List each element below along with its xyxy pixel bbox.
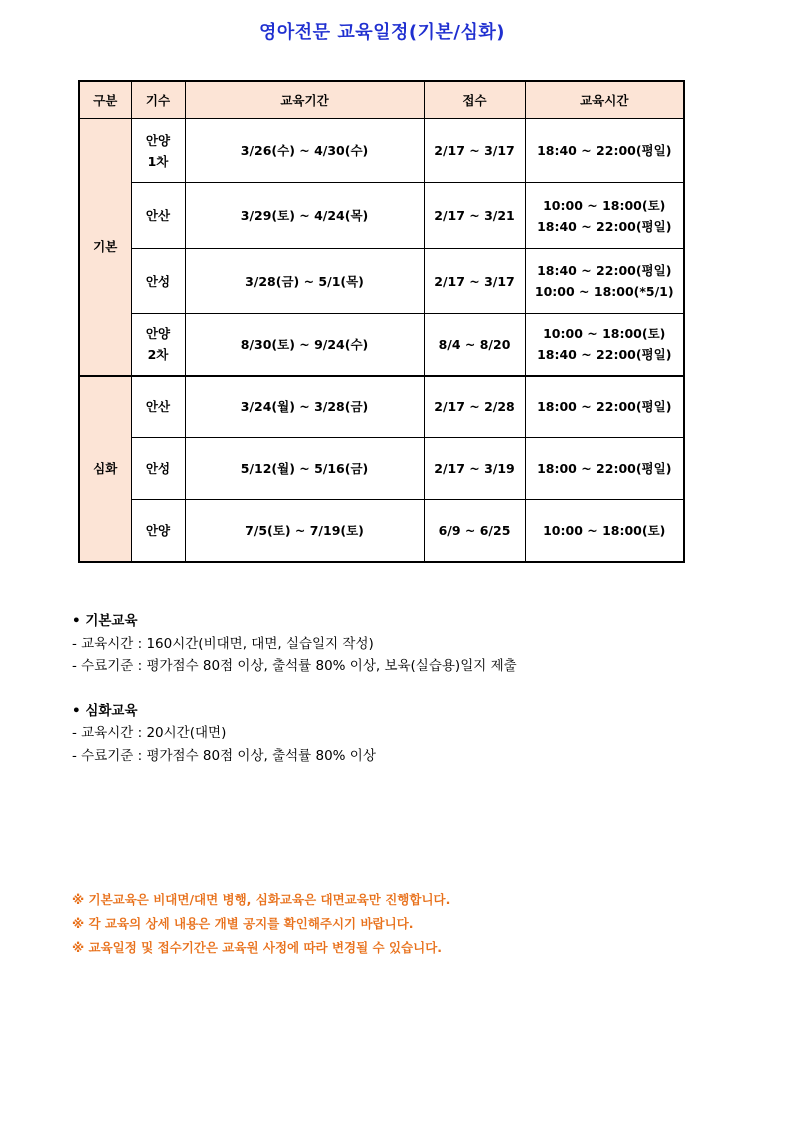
cohort-cell-line: 안양: [145, 132, 171, 148]
header-time: 교육시간: [525, 81, 684, 119]
cohort-cell: [131, 119, 185, 183]
cohort-cell: [131, 314, 185, 376]
cohort-cell-line: 안양: [145, 326, 171, 342]
header-reception: 접수: [424, 81, 525, 119]
period-cell: 3/24(월) ~ 3/28(금): [185, 376, 424, 438]
cohort-cell-line: 2차: [147, 347, 169, 363]
time-cell-line: 10:00 ~ 18:00(토): [543, 326, 666, 342]
time-cell-line: 18:40 ~ 22:00(평일): [537, 263, 672, 278]
notes: [72, 610, 517, 767]
table-row: [79, 376, 684, 438]
cohort-cell: [131, 500, 185, 562]
time-cell-line: 10:00 ~ 18:00(토): [543, 522, 666, 538]
advanced-heading: • 심화교육: [72, 702, 138, 719]
table-row: [79, 183, 684, 249]
time-cell: [525, 376, 684, 438]
cohort-cell-line: 안성: [145, 461, 171, 476]
cohort-cell: [131, 376, 185, 438]
cohort-cell-line: 안산: [145, 399, 171, 415]
cohort-cell-line: 안성: [145, 273, 171, 289]
warning-line: ※ 기본교육은 비대면/대면 병행, 심화교육은 대면교육만 진행합니다.: [72, 892, 451, 907]
basic-heading: • 기본교육: [72, 613, 138, 629]
time-cell: [525, 249, 684, 314]
page-title: 영아전문 교육일정(기본/심화): [259, 22, 505, 43]
time-cell: [525, 438, 684, 500]
cohort-cell: [131, 438, 185, 500]
time-cell: [525, 500, 684, 562]
reception-cell: 2/17 ~ 3/17: [424, 249, 525, 314]
cohort-cell-line: 안양: [145, 522, 171, 538]
table-row: [79, 500, 684, 562]
basic-line: - 교육시간 : 160시간(비대면, 대면, 실습일지 작성): [72, 635, 374, 652]
header-period: 교육기간: [185, 81, 424, 119]
warning-line: ※ 교육일정 및 접수기간은 교육원 사정에 따라 변경될 수 있습니다.: [72, 940, 443, 955]
table-header-row: [79, 81, 684, 119]
reception-cell: 2/17 ~ 3/21: [424, 183, 525, 249]
time-cell: [525, 183, 684, 249]
reception-cell: 2/17 ~ 2/28: [424, 376, 525, 438]
period-cell: 8/30(토) ~ 9/24(수): [185, 314, 424, 376]
time-cell-line: 10:00 ~ 18:00(토): [543, 197, 666, 213]
warnings: [72, 888, 450, 960]
category-cell: 심화: [79, 376, 131, 562]
table-row: [79, 438, 684, 500]
basic-line: - 수료기준 : 평가점수 80점 이상, 출석률 80% 이상, 보육(실습용)일지 제출: [72, 658, 517, 674]
time-cell-line: 18:40 ~ 22:00(평일): [537, 143, 672, 158]
reception-cell: 8/4 ~ 8/20: [424, 314, 525, 376]
period-cell: 3/26(수) ~ 4/30(수): [185, 119, 424, 183]
time-cell-line: 18:00 ~ 22:00(평일): [537, 461, 672, 476]
period-cell: 5/12(월) ~ 5/16(금): [185, 438, 424, 500]
header-category: 구분: [79, 81, 131, 119]
cohort-cell: [131, 249, 185, 314]
period-cell: 3/29(토) ~ 4/24(목): [185, 183, 424, 249]
schedule-table: [78, 80, 685, 563]
cohort-cell-line: 안산: [145, 208, 171, 223]
time-cell-line: 18:40 ~ 22:00(평일): [537, 218, 672, 234]
reception-cell: 6/9 ~ 6/25: [424, 500, 525, 562]
reception-cell: 2/17 ~ 3/17: [424, 119, 525, 183]
period-cell: 7/5(토) ~ 7/19(토): [185, 500, 424, 562]
time-cell-line: 18:00 ~ 22:00(평일): [537, 399, 672, 415]
table-row: [79, 249, 684, 314]
advanced-line: - 수료기준 : 평가점수 80점 이상, 출석률 80% 이상: [72, 747, 376, 764]
advanced-line: - 교육시간 : 20시간(대면): [72, 725, 227, 741]
period-cell: 3/28(금) ~ 5/1(목): [185, 249, 424, 314]
warning-line: ※ 각 교육의 상세 내용은 개별 공지를 확인해주시기 바랍니다.: [72, 916, 414, 931]
time-cell: [525, 314, 684, 376]
time-cell-line: 10:00 ~ 18:00(*5/1): [534, 284, 674, 299]
header-cohort: 기수: [131, 81, 185, 119]
cohort-cell: [131, 183, 185, 249]
category-cell: 기본: [79, 119, 131, 376]
cohort-cell-line: 1차: [147, 153, 169, 169]
time-cell-line: 18:40 ~ 22:00(평일): [537, 347, 672, 363]
reception-cell: 2/17 ~ 3/19: [424, 438, 525, 500]
time-cell: [525, 119, 684, 183]
table-row: [79, 314, 684, 376]
table-row: [79, 119, 684, 183]
